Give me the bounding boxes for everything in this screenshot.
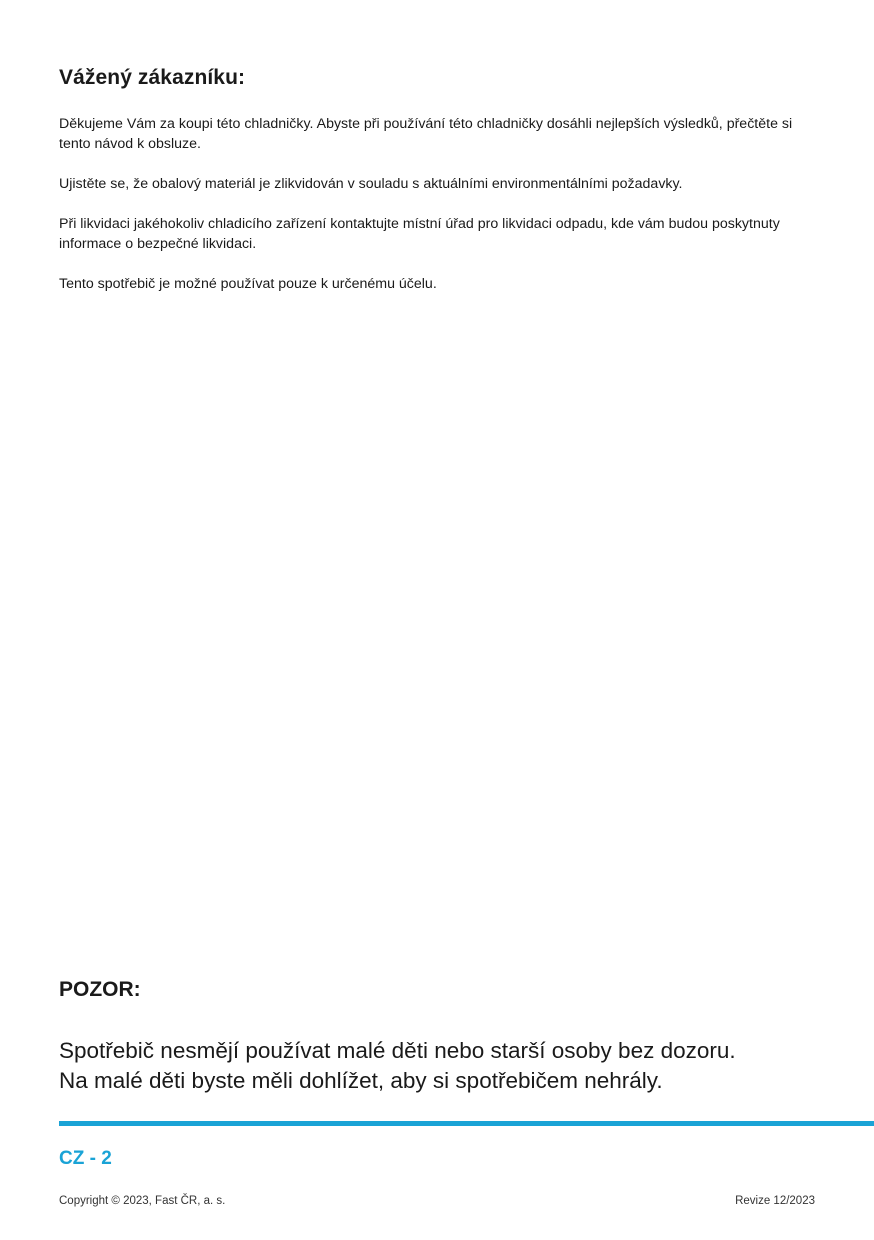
intro-section <box>59 114 819 314</box>
copyright-notice: Copyright © 2023, Fast ČR, a. s. <box>59 1195 226 1207</box>
page-number: CZ - 2 <box>59 1148 112 1169</box>
intro-paragraph-purpose: Tento spotřebič je možné používat pouze k určenému účelu. <box>59 276 437 292</box>
warning-line: Na malé děti byste měli dohlížet, aby si spotřebičem nehrály. <box>59 1068 663 1093</box>
warning-line: Spotřebič nesmějí používat malé děti nebo starší osoby bez dozoru. <box>59 1038 736 1063</box>
intro-paragraph-packaging: Ujistěte se, že obalový materiál je zlikvidován v souladu s aktuálními environmentálními požadavky. <box>59 176 683 192</box>
warning-text <box>59 1036 859 1096</box>
intro-paragraph-thanks: Děkujeme Vám za koupi této chladničky. Abyste při používání této chladničky dosáhli nejlepších výsledků, přečtěte si tento návod k obsluze. <box>59 116 793 152</box>
warning-heading: POZOR: <box>59 978 141 1001</box>
footer-divider <box>59 1121 874 1126</box>
intro-paragraph-disposal: Při likvidaci jakéhokoliv chladicího zařízení kontaktujte místní úřad pro likvidaci odpadu, kde vám budou poskytnuty informace o bezpečné likvidaci. <box>59 216 780 252</box>
greeting-heading: Vážený zákazníku: <box>59 66 246 89</box>
revision-label: Revize 12/2023 <box>735 1195 815 1207</box>
